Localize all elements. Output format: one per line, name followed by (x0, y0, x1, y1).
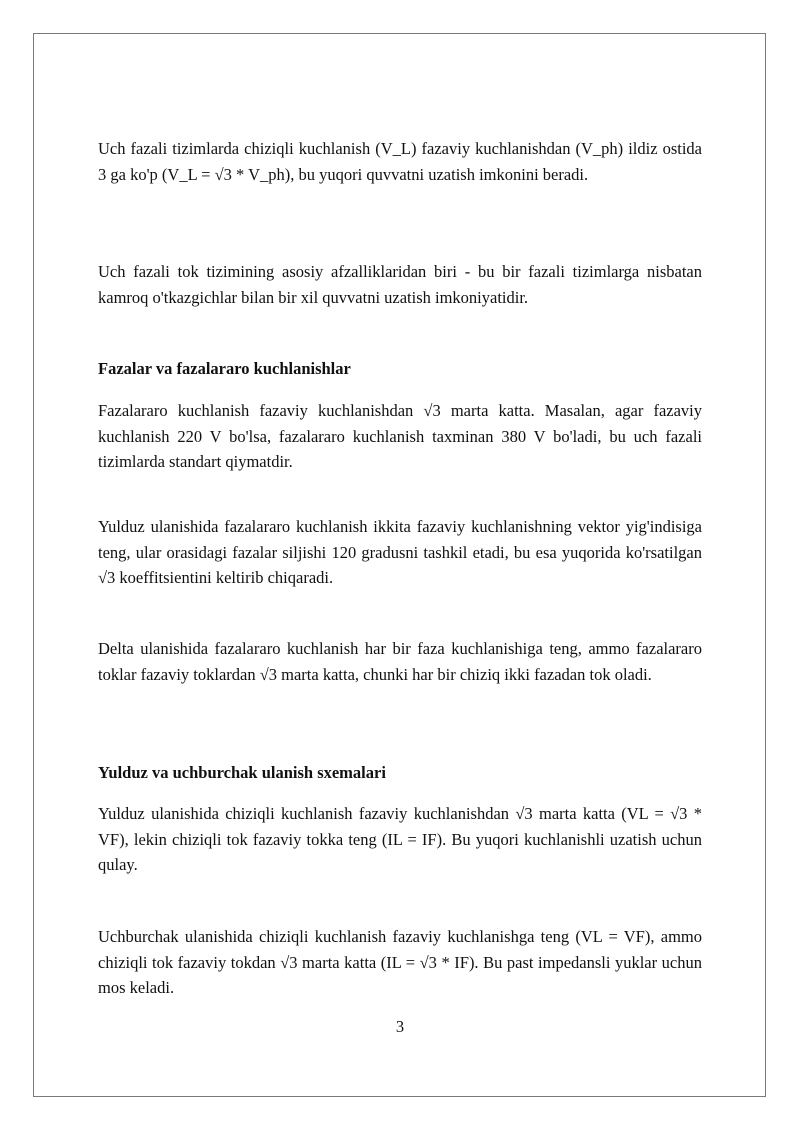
paragraph-triangle-connection: Uchburchak ulanishida chiziqli kuchlanish fazaviy kuchlanishga teng (VL = VF), ammo chiziqli tok fazaviy tokdan √3 marta katta (IL = √3 * IF). Bu past impedansli yuklar uchun mos keladi. (98, 927, 702, 997)
page-number: 3 (395, 1017, 405, 1036)
paragraph-three-phase-advantage: Uch fazali tok tizimining asosiy afzalliklaridan biri - bu bir fazali tizimlarga nisbatan kamroq o'tkazgichlar bilan bir xil quvvatni uzatish imkoniyatidir. (98, 262, 702, 307)
paragraph-line-voltage: Uch fazali tizimlarda chiziqli kuchlanish (V_L) fazaviy kuchlanishdan (V_ph) ildiz ostida 3 ga ko'p (V_L = √3 * V_ph), bu yuqori quvvatni uzatish imkonini beradi. (98, 139, 702, 184)
paragraph-delta-connection: Delta ulanishida fazalararo kuchlanish har bir faza kuchlanishiga teng, ammo fazalararo toklar fazaviy toklardan √3 marta katta, chunki har bir chiziq ikki fazadan tok oladi. (98, 639, 702, 684)
section-heading-phases: Fazalar va fazalararo kuchlanishlar (98, 359, 351, 378)
paragraph-phase-to-phase-voltage: Fazalararo kuchlanish fazaviy kuchlanishdan √3 marta katta. Masalan, agar fazaviy kuchlanish 220 V bo'lsa, fazalararo kuchlanish taxminan 380 V bo'ladi, bu uch fazali tizimlarda standart qiymatdir. (98, 401, 702, 471)
paragraph-star-connection: Yulduz ulanishida chiziqli kuchlanish fazaviy kuchlanishdan √3 marta katta (VL = √3 * VF), lekin chiziqli tok fazaviy tokka teng (IL = IF). Bu yuqori kuchlanishli uzatish uchun qulay. (98, 804, 702, 874)
section-heading-connection-schemes: Yulduz va uchburchak ulanish sxemalari (98, 763, 386, 782)
paragraph-star-connection-vector: Yulduz ulanishida fazalararo kuchlanish ikkita fazaviy kuchlanishning vektor yig'indisiga teng, ular orasidagi fazalar siljishi 120 gradusni tashkil etadi, bu esa yuqorida ko'rsatilgan √3 koeffitsientini keltirib chiqaradi. (98, 517, 702, 587)
